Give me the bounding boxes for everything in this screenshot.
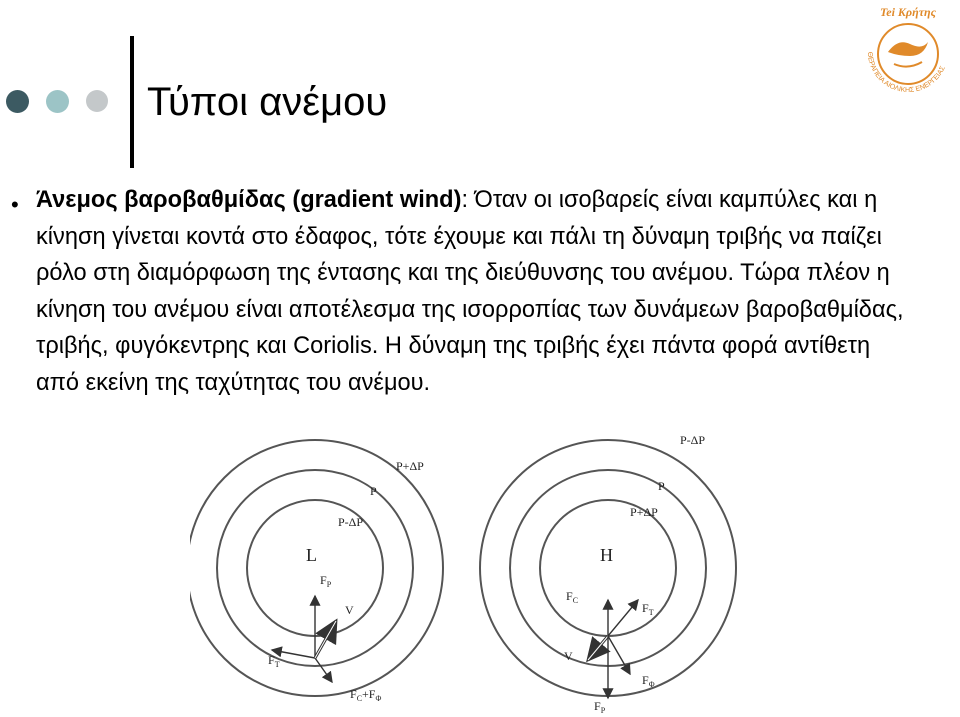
dot-dark (6, 90, 29, 113)
slide-title: Τύποι ανέμου (147, 80, 388, 124)
high-fc-label (566, 589, 578, 605)
low-fc-arrow (315, 658, 332, 682)
high-fp-main: F (594, 699, 601, 713)
low-v-arrow-inner (315, 621, 336, 658)
high-inner-label: P+ΔP (630, 505, 658, 519)
high-fp-label (594, 699, 606, 715)
logo-top-text: Tei Κρήτης (880, 5, 936, 19)
high-fphi-sub: Φ (648, 680, 655, 689)
title-divider (130, 36, 134, 168)
high-middle-label: P (658, 479, 665, 493)
high-v-arrow-inner (588, 636, 608, 660)
low-fp-sub: P (326, 580, 332, 589)
high-pressure-system (480, 433, 736, 715)
high-fphi-main: F (642, 673, 649, 687)
high-outer-label: P-ΔP (680, 433, 706, 447)
high-ft-sub: T (648, 608, 654, 617)
low-ft-sub: T (274, 660, 280, 669)
high-v-label: V (564, 649, 573, 663)
low-ft-label (268, 653, 280, 669)
gradient-wind-diagram (190, 428, 760, 717)
low-fc-main: F (350, 687, 357, 701)
low-inner-label: P-ΔP (338, 515, 364, 529)
low-fc-mid: +F (362, 687, 376, 701)
low-fc-label (350, 687, 381, 703)
high-fphi-label (642, 673, 655, 689)
low-ft-main: F (268, 653, 275, 667)
high-fp-sub: P (600, 706, 606, 715)
dot-gray (86, 90, 108, 112)
logo-emblem (888, 42, 928, 56)
logo-emblem-wave (894, 62, 922, 67)
decorative-dots (6, 90, 116, 114)
high-ft-label (642, 601, 654, 617)
low-fc-sub: C (356, 694, 363, 703)
low-pressure-system (190, 440, 443, 703)
dot-teal (46, 90, 69, 113)
bullet-icon: • (11, 192, 19, 217)
low-outer-label: P+ΔP (396, 459, 424, 473)
low-fp-main: F (320, 573, 327, 587)
high-ft-main: F (642, 601, 649, 615)
low-v-label: V (345, 603, 354, 617)
logo-ring-textpath: ΘΕΡΑΠΕΙΑ ΑΙΟΛΙΚΗΣ ΕΝΕΡΓΕΙΑΣ (865, 51, 947, 95)
high-fc-sub: C (572, 596, 579, 605)
low-center-label: L (306, 545, 317, 565)
low-middle-label: P (370, 484, 377, 498)
bullet-term: Άνεμος βαροβαθμίδας (gradient wind) (36, 187, 462, 213)
low-fc-sub2: Φ (375, 694, 382, 703)
high-fc-main: F (566, 589, 573, 603)
high-center-label: H (600, 545, 613, 565)
bullet-text: : Όταν οι ισοβαρείς είναι καμπύλες και η κίνηση γίνεται κοντά στο έδαφος, τότε έχουμε και πάλι τη δύναμη τριβής να παίζει ρόλο στη διαμόρφωση της έντασης και της διεύθυνσης του ανέμου. Τώρα πλέον η κίνηση του ανέμου είναι αποτέλεσμα της ισορροπίας των δυνάμεων βαροβαθμίδας, τριβής, φυγόκεντρης και Coriolis. Η δύναμη της τριβής έχει πάντα φορά αντίθετη από εκείνη της ταχύτητας του ανέμου. (36, 187, 904, 396)
low-ft-arrow (272, 650, 315, 658)
high-fphi-arrow (608, 636, 630, 674)
low-fp-label (320, 573, 332, 589)
tei-crete-logo (858, 2, 958, 102)
bullet-paragraph (36, 182, 916, 402)
